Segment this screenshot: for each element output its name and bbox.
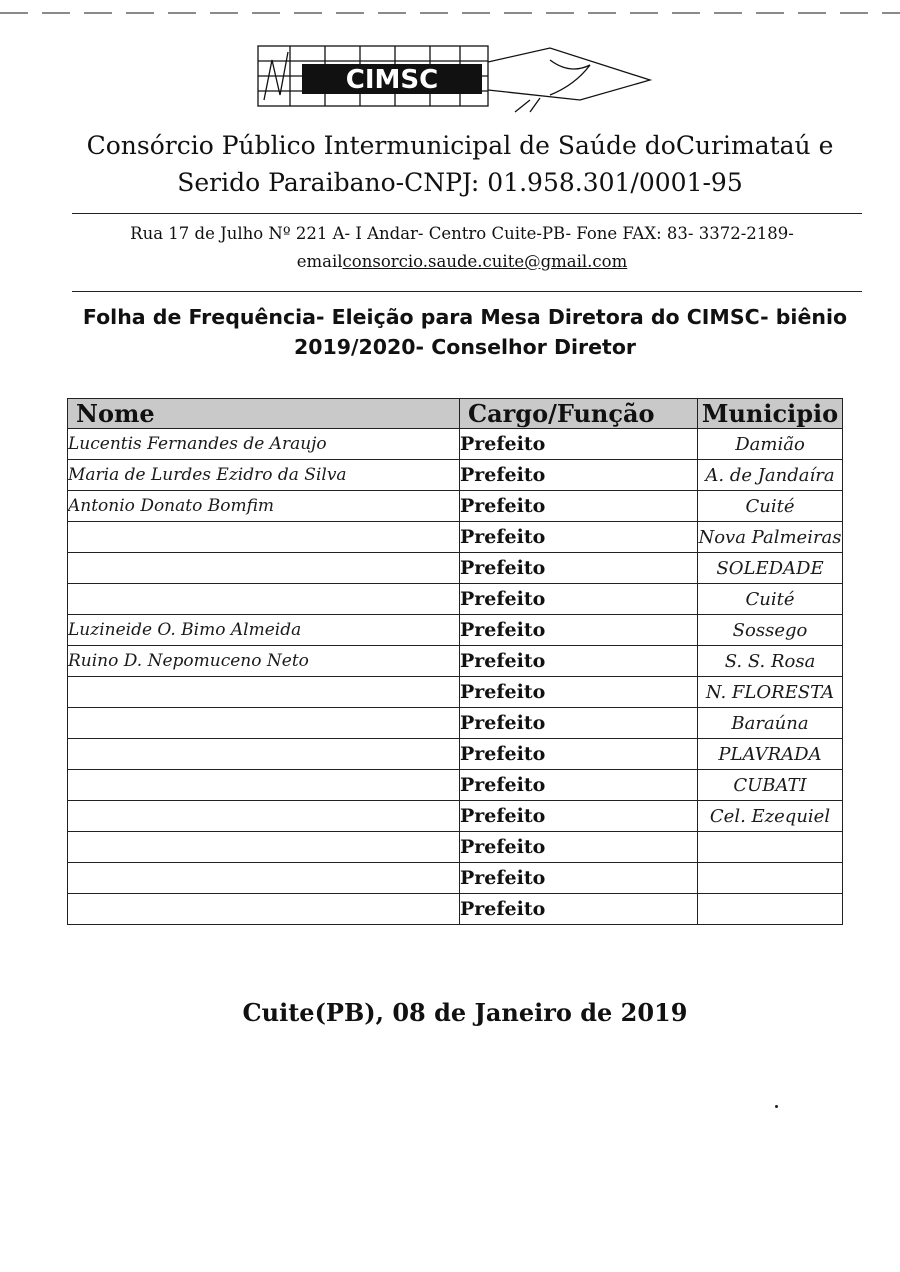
table-header-row (68, 399, 843, 429)
municipio-cell (698, 894, 843, 925)
email-link[interactable]: consorcio.saude.cuite@gmail.com (342, 252, 628, 271)
municipio-cell: CUBATI (698, 770, 843, 801)
signature-name: Luzineide O. Bimo Almeida (68, 615, 460, 646)
address-line: Rua 17 de Julho Nº 221 A- I Andar- Centro Cuite-PB- Fone FAX: 83- 3372-2189- (130, 224, 794, 243)
signature-name (68, 677, 460, 708)
cargo-cell: Prefeito (460, 615, 698, 646)
signature-name (68, 584, 460, 615)
table-row (68, 491, 843, 522)
date-line: Cuite(PB), 08 de Janeiro de 2019 (242, 998, 688, 1027)
signature-name (68, 708, 460, 739)
header-municipio: Municipio (698, 399, 843, 429)
municipio-cell: Nova Palmeiras (698, 522, 843, 553)
header-nome: Nome (68, 399, 460, 429)
signature-name: Antonio Donato Bomfim (68, 491, 460, 522)
cargo-cell: Prefeito (460, 429, 698, 460)
stray-mark (775, 1105, 778, 1108)
cargo-cell: Prefeito (460, 894, 698, 925)
table-row (68, 460, 843, 491)
table-row (68, 615, 843, 646)
table-row (68, 553, 843, 584)
table-row (68, 584, 843, 615)
signature-name (68, 770, 460, 801)
cargo-cell: Prefeito (460, 522, 698, 553)
table-row (68, 863, 843, 894)
cargo-cell: Prefeito (460, 460, 698, 491)
sheet-title-line-1: Folha de Frequência- Eleição para Mesa Diretora do CIMSC- biênio (82, 305, 848, 329)
municipio-cell (698, 863, 843, 894)
municipio-cell: Baraúna (698, 708, 843, 739)
municipio-cell: S. S. Rosa (698, 646, 843, 677)
sheet-title (60, 302, 870, 362)
table-row (68, 801, 843, 832)
municipio-cell: Cuité (698, 491, 843, 522)
divider (72, 291, 862, 292)
signature-name (68, 894, 460, 925)
address-block (62, 220, 862, 276)
table-row (68, 677, 843, 708)
signature-name (68, 553, 460, 584)
municipio-cell: N. FLORESTA (698, 677, 843, 708)
signature-name (68, 522, 460, 553)
municipio-cell: Cuité (698, 584, 843, 615)
table-row (68, 894, 843, 925)
attendance-table (67, 398, 843, 925)
signature-name (68, 863, 460, 894)
municipio-cell: PLAVRADA (698, 739, 843, 770)
cargo-cell: Prefeito (460, 770, 698, 801)
header-cargo: Cargo/Função (460, 399, 698, 429)
cargo-cell: Prefeito (460, 584, 698, 615)
organization-name (60, 127, 860, 201)
cimsc-logo (250, 40, 670, 118)
municipio-cell (698, 832, 843, 863)
signature-name (68, 832, 460, 863)
email-prefix: email (296, 252, 343, 271)
municipio-cell: SOLEDADE (698, 553, 843, 584)
cargo-cell: Prefeito (460, 708, 698, 739)
cargo-cell: Prefeito (460, 739, 698, 770)
org-name-line-2: Serido Paraibano-CNPJ: 01.958.301/0001-95 (177, 168, 743, 197)
municipio-cell: Cel. Ezequiel (698, 801, 843, 832)
table-row (68, 646, 843, 677)
table-row (68, 739, 843, 770)
email-line (62, 248, 862, 276)
org-name-line-1: Consórcio Público Intermunicipal de Saúde doCurimataú e (86, 131, 834, 160)
signature-name (68, 801, 460, 832)
signature-name: Maria de Lurdes Ezidro da Silva (68, 460, 460, 491)
logo-text: CIMSC (345, 65, 439, 95)
municipio-cell: Sossego (698, 615, 843, 646)
cargo-cell: Prefeito (460, 491, 698, 522)
table-row (68, 429, 843, 460)
sheet-title-line-2: 2019/2020- Conselhor Diretor (293, 335, 637, 359)
table-row (68, 708, 843, 739)
table-row (68, 522, 843, 553)
signature-name: Lucentis Fernandes de Araujo (68, 429, 460, 460)
cargo-cell: Prefeito (460, 801, 698, 832)
divider (72, 213, 862, 214)
signature-name (68, 739, 460, 770)
cargo-cell: Prefeito (460, 677, 698, 708)
table-row (68, 770, 843, 801)
top-edge-dashes (0, 10, 900, 16)
municipio-cell: Damião (698, 429, 843, 460)
cargo-cell: Prefeito (460, 863, 698, 894)
municipio-cell: A. de Jandaíra (698, 460, 843, 491)
cargo-cell: Prefeito (460, 646, 698, 677)
cargo-cell: Prefeito (460, 832, 698, 863)
cargo-cell: Prefeito (460, 553, 698, 584)
table-row (68, 832, 843, 863)
signature-name: Ruino D. Nepomuceno Neto (68, 646, 460, 677)
